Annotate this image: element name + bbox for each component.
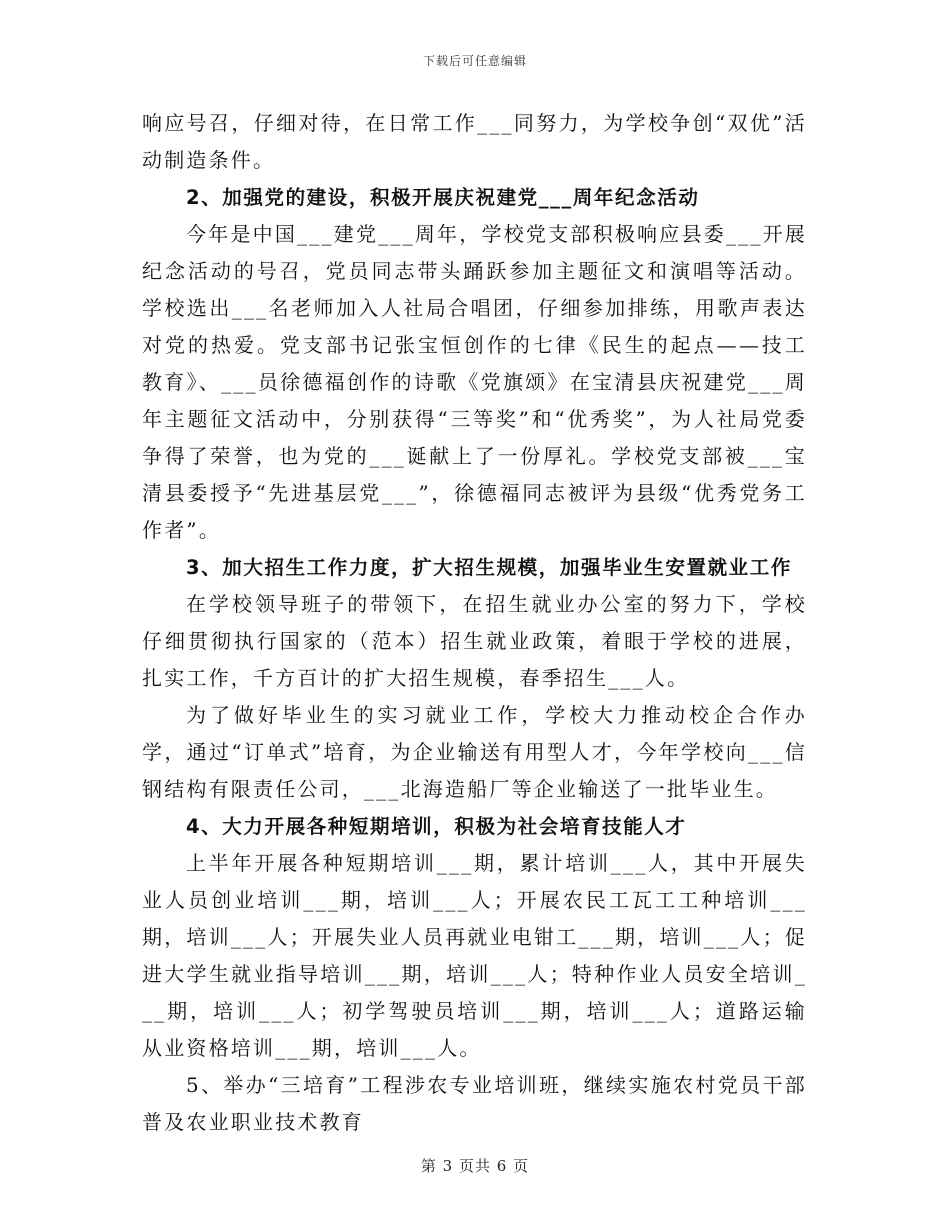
section-heading-short-training: 4、大力开展各种短期培训，积极为社会培育技能人才 — [186, 815, 687, 838]
paragraph-agricultural-training: 5、举办“三培育”工程涉农专业培训班，继续实施农村党员干部普及农业职业技术教育 — [142, 1073, 807, 1134]
paragraph-short-training: 上半年开展各种短期培训___期，累计培训___人，其中开展失业人员创业培训___期，培训___人；开展农民工瓦工工种培训___期，培训___人；开展失业人员再就业电钳工___期，培训___人；促进大学生就业指导培训___期，培训___人；特种作业人员安全培训___期，培训___人；初学驾驶员培训___期，培训___人；道路运输从业资格培训___期，培训___人。 — [142, 851, 807, 1060]
page-number: 第 3 页共 6 页 — [420, 1157, 530, 1175]
paragraph-continued: 响应号召，仔细对待，在日常工作___同努力，为学校争创“双优”活动制造条件。 — [142, 111, 807, 172]
paragraph-party-anniversary: 今年是中国___建党___周年，学校党支部积极响应县委___开展纪念活动的号召，党员同志带头踊跃参加主题征文和演唱等活动。学校选出___名老师加入人社局合唱团，仔细参加排练，用歌声表达对党的热爱。党支部书记张宝恒创作的七律《民生的起点——技工教育》、___员徐德福创作的诗歌《党旗颂》在宝清县庆祝建党___周年主题征文活动中，分别获得“三等奖”和“优秀奖”，为人社局党委争得了荣誉，也为党的___诞献上了一份厚礼。学校党支部被___宝清县委授予“先进基层党___”，徐德福同志被评为县级“优秀党务工作者”。 — [142, 222, 807, 542]
document-body — [142, 105, 807, 1141]
paragraph-graduate-employment: 为了做好毕业生的实习就业工作，学校大力推动校企合作办学，通过“订单式”培育，为企业输送有用型人才，今年学校向___信钢结构有限责任公司，___北海造船厂等企业输送了一批毕业生。 — [142, 703, 807, 801]
section-heading-enrollment: 3、加大招生工作力度，扩大招生规模，加强毕业生安置就业工作 — [186, 556, 792, 579]
paragraph-enrollment: 在学校领导班子的带领下，在招生就业办公室的努力下，学校仔细贯彻执行国家的（范本）招生就业政策，着眼于学校的进展，扎实工作，千方百计的扩大招生规模，春季招生___人。 — [142, 592, 807, 690]
page-header-note: 下载后可任意编辑 — [422, 54, 527, 68]
section-heading-party-building: 2、加强党的建设，积极开展庆祝建党___周年纪念活动 — [186, 186, 700, 209]
